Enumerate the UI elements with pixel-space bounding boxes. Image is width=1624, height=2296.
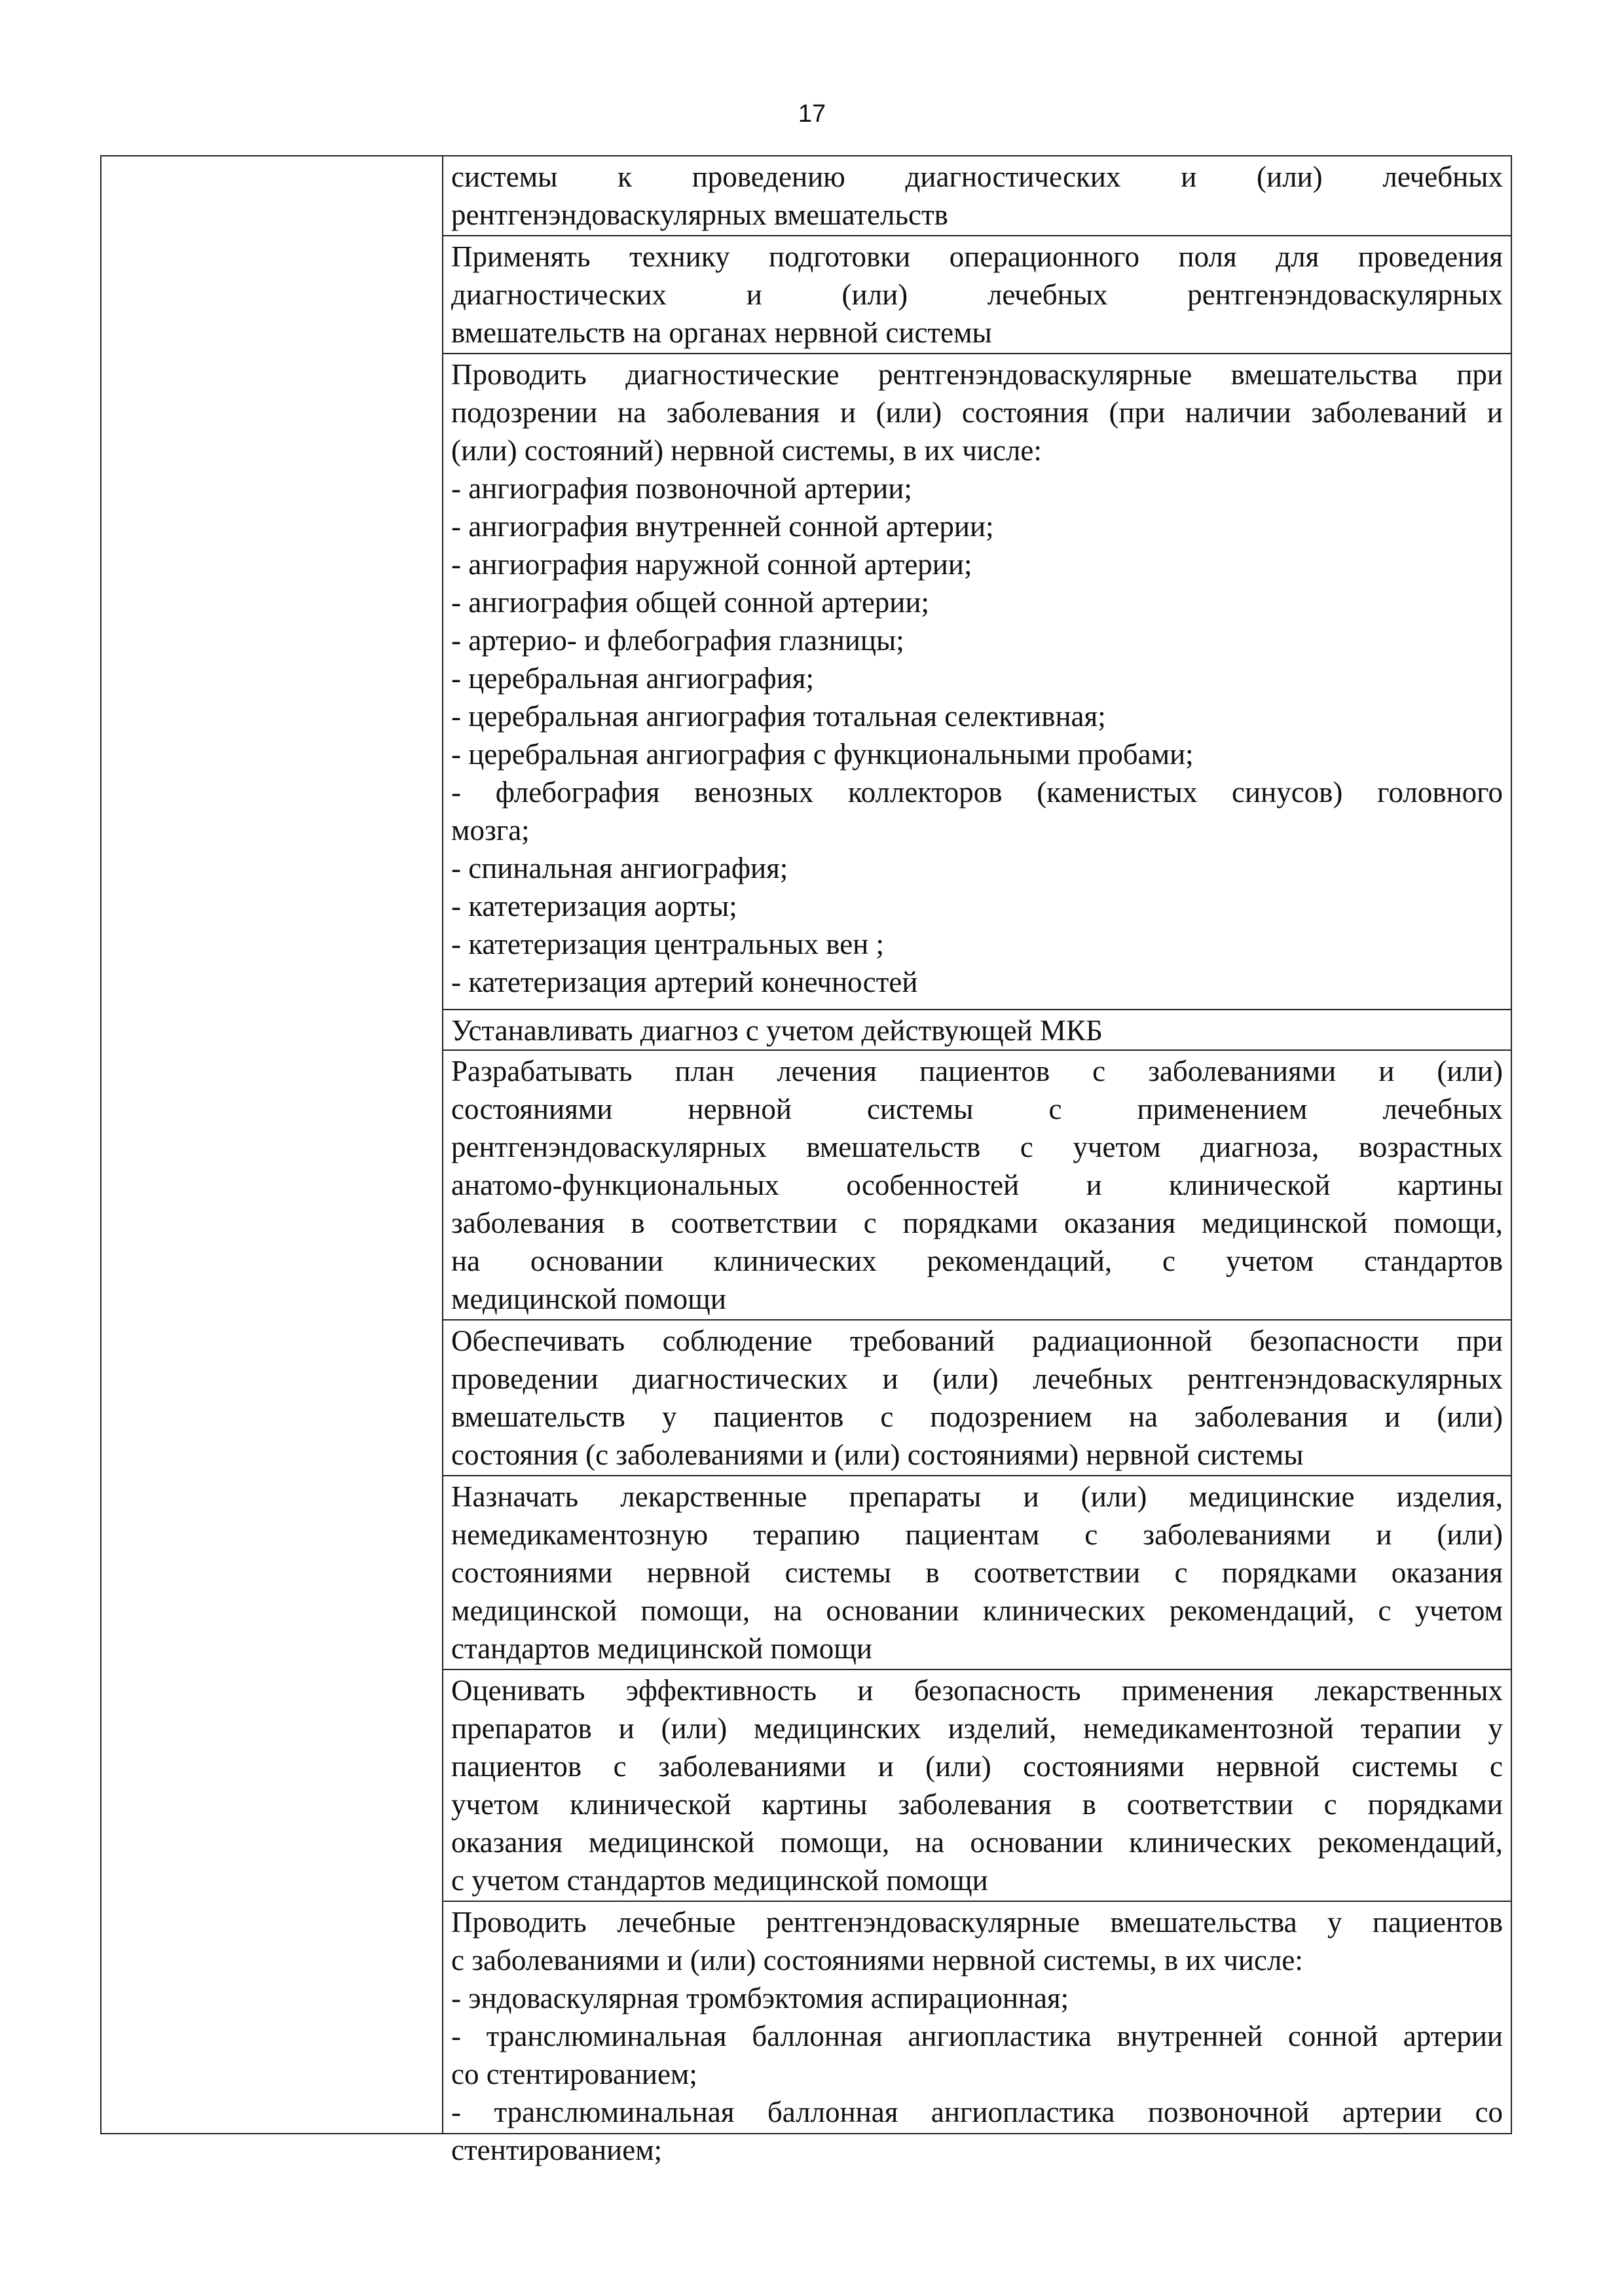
text-line: Проводить диагностические рентгенэндоваскулярные вмешательства при (451, 358, 1503, 391)
table-row (443, 236, 1511, 354)
table-row (443, 1051, 1511, 1321)
text-line: Обеспечивать соблюдение требований радиационной безопасности при (451, 1324, 1503, 1357)
text-line: состояниями нервной системы в соответствии с порядками оказания (451, 1556, 1503, 1589)
text-line: Устанавливать диагноз с учетом действующей МКБ (451, 1014, 1103, 1047)
text-line: рентгенэндоваскулярных вмешательств (451, 198, 948, 231)
table-row (443, 1670, 1511, 1902)
list-item: - ангиография внутренней сонной артерии; (451, 510, 994, 543)
text-line: учетом клинической картины заболевания в соответствии с порядками (451, 1788, 1503, 1821)
table-row (443, 1010, 1511, 1051)
table-left-column (101, 156, 443, 2133)
list-item: - церебральная ангиография; (451, 662, 814, 695)
text-line: диагностических и (или) лечебных рентгенэндоваскулярных (451, 278, 1503, 311)
text-line: с заболеваниями и (или) состояниями нервной системы, в их числе: (451, 1944, 1303, 1977)
text-line: вмешательств у пациентов с подозрением на заболевания и (или) (451, 1400, 1503, 1433)
text-line: медицинской помощи (451, 1283, 726, 1315)
text-line: состояниями нервной системы с применением лечебных (451, 1093, 1503, 1125)
text-line: пациентов с заболеваниями и (или) состояниями нервной системы с (451, 1750, 1503, 1783)
text-line: немедикаментозную терапию пациентам с заболеваниями и (или) (451, 1518, 1503, 1551)
list-item: стентированием; (451, 2134, 663, 2166)
table-row (443, 1321, 1511, 1476)
list-item: - ангиография общей сонной артерии; (451, 586, 929, 619)
list-item: - катетеризация центральных вен ; (451, 928, 885, 960)
list-item: мозга; (451, 814, 530, 847)
list-item: - эндоваскулярная тромбэктомия аспирационная; (451, 1982, 1069, 2014)
list-item: - транслюминальная баллонная ангиопластика внутренней сонной артерии (451, 2020, 1503, 2052)
list-item: - катетеризация артерий конечностей (451, 966, 918, 998)
list-item: - церебральная ангиография с функциональными пробами; (451, 738, 1194, 771)
text-line: рентгенэндоваскулярных вмешательств с учетом диагноза, возрастных (451, 1131, 1503, 1163)
page-number: 17 (798, 100, 826, 128)
list-item: - спинальная ангиография; (451, 852, 788, 884)
text-line: на основании клинических рекомендаций, с учетом стандартов (451, 1245, 1503, 1277)
text-line: Применять технику подготовки операционного поля для проведения (451, 240, 1503, 273)
table-row (443, 354, 1511, 1010)
text-line: препаратов и (или) медицинских изделий, немедикаментозной терапии у (451, 1712, 1503, 1745)
text-line: Оценивать эффективность и безопасность применения лекарственных (451, 1674, 1503, 1707)
text-line: Назначать лекарственные препараты и (или) медицинские изделия, (451, 1480, 1503, 1513)
text-line: системы к проведению диагностических и (или) лечебных (451, 160, 1503, 193)
text-line: медицинской помощи, на основании клинических рекомендаций, с учетом (451, 1594, 1503, 1627)
table-row (443, 1476, 1511, 1670)
text-line: с учетом стандартов медицинской помощи (451, 1864, 988, 1897)
list-item: со стентированием; (451, 2058, 697, 2090)
skills-table (100, 155, 1512, 2166)
text-line: Разрабатывать план лечения пациентов с заболеваниями и (или) (451, 1055, 1503, 1087)
list-item: - ангиография наружной сонной артерии; (451, 548, 972, 581)
text-line: анатомо-функциональных особенностей и клинической картины (451, 1169, 1503, 1201)
list-item: - флебография венозных коллекторов (каменистых синусов) головного (451, 776, 1503, 809)
list-item: - катетеризация аорты; (451, 890, 737, 922)
list-item: - ангиография позвоночной артерии; (451, 472, 912, 505)
text-line: вмешательств на органах нервной системы (451, 316, 992, 349)
text-line: проведении диагностических и (или) лечебных рентгенэндоваскулярных (451, 1362, 1503, 1395)
list-item: - артерио- и флебография глазницы; (451, 624, 904, 657)
list-item: - церебральная ангиография тотальная селективная; (451, 700, 1106, 733)
table-right-column (443, 156, 1511, 2166)
list-item: - транслюминальная баллонная ангиопластика позвоночной артерии со (451, 2096, 1503, 2128)
text-line: (или) состояний) нервной системы, в их числе: (451, 434, 1042, 467)
text-line: стандартов медицинской помощи (451, 1632, 872, 1665)
table-row (443, 156, 1511, 236)
table-row (443, 1902, 1511, 2164)
text-line: состояния (с заболеваниями и (или) состояниями) нервной системы (451, 1438, 1304, 1471)
text-line: подозрении на заболевания и (или) состояния (при наличии заболеваний и (451, 396, 1503, 429)
text-line: оказания медицинской помощи, на основании клинических рекомендаций, (451, 1826, 1503, 1859)
text-line: заболевания в соответствии с порядками оказания медицинской помощи, (451, 1207, 1503, 1239)
text-line: Проводить лечебные рентгенэндоваскулярные вмешательства у пациентов (451, 1906, 1503, 1939)
